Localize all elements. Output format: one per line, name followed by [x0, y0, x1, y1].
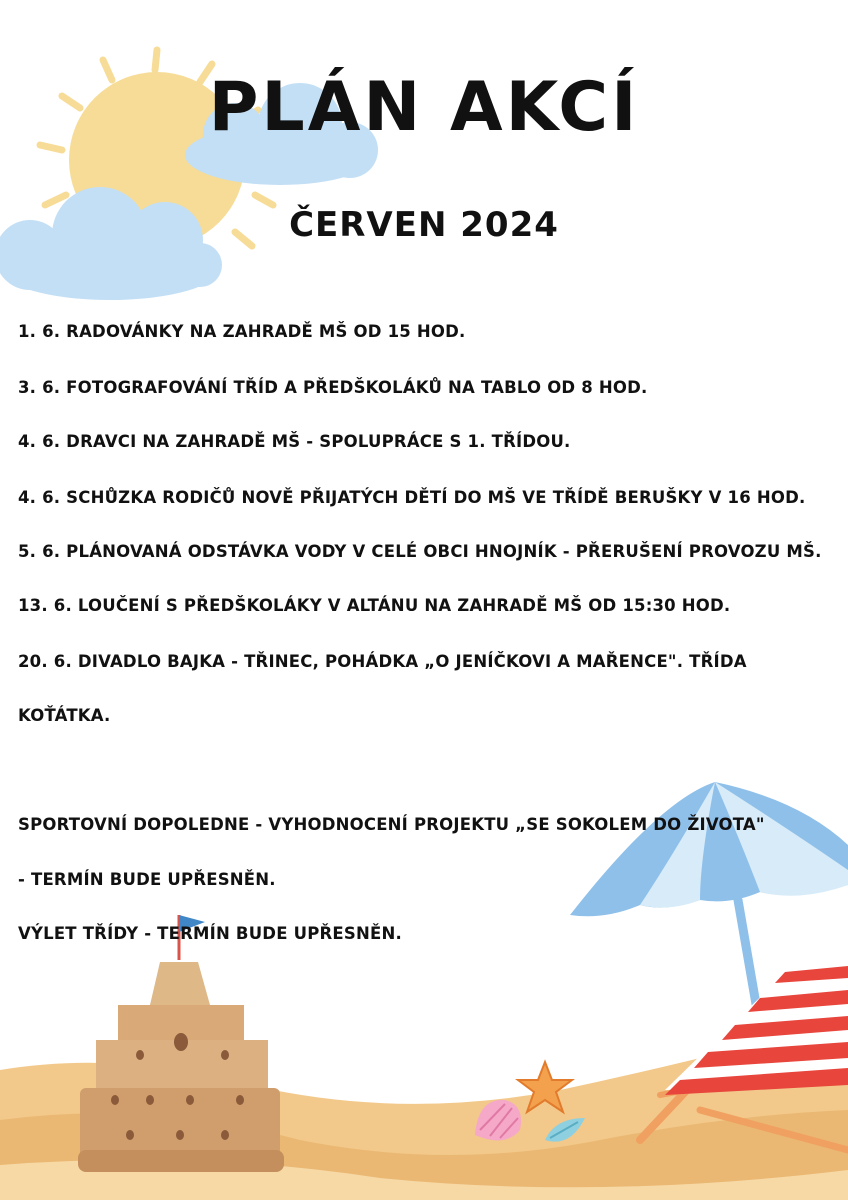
- list-item: 20. 6. DIVADLO BAJKA - TŘINEC, POHÁDKA „O JENÍČKOVI A MAŘENCE". TŘÍDA: [18, 652, 747, 671]
- list-item: - TERMÍN BUDE UPŘESNĚN.: [18, 870, 276, 889]
- list-item: VÝLET TŘÍDY - TERMÍN BUDE UPŘESNĚN.: [18, 924, 402, 943]
- list-item: 5. 6. PLÁNOVANÁ ODSTÁVKA VODY V CELÉ OBCI HNOJNÍK - PŘERUŠENÍ PROVOZU MŠ.: [18, 542, 822, 561]
- list-item: 13. 6. LOUČENÍ S PŘEDŠKOLÁKY V ALTÁNU NA ZAHRADĚ MŠ OD 15:30 HOD.: [18, 596, 731, 615]
- list-item: 1. 6. RADOVÁNKY NA ZAHRADĚ MŠ OD 15 HOD.: [18, 322, 466, 341]
- list-item: 4. 6. DRAVCI NA ZAHRADĚ MŠ - SPOLUPRÁCE S 1. TŘÍDOU.: [18, 432, 571, 451]
- page-subtitle: ČERVEN 2024: [289, 205, 559, 245]
- page-title: PLÁN AKCÍ: [208, 68, 640, 147]
- list-item: 3. 6. FOTOGRAFOVÁNÍ TŘÍD A PŘEDŠKOLÁKŮ NA TABLO OD 8 HOD.: [18, 378, 648, 397]
- list-item: SPORTOVNÍ DOPOLEDNE - VYHODNOCENÍ PROJEKTU „SE SOKOLEM DO ŽIVOTA": [18, 815, 765, 834]
- sandcastle-icon: [78, 915, 284, 1172]
- list-item: KOŤÁTKA.: [18, 706, 111, 725]
- list-item: 4. 6. SCHŮZKA RODIČŮ NOVĚ PŘIJATÝCH DĚTÍ DO MŠ VE TŘÍDĚ BERUŠKY V 16 HOD.: [18, 488, 806, 507]
